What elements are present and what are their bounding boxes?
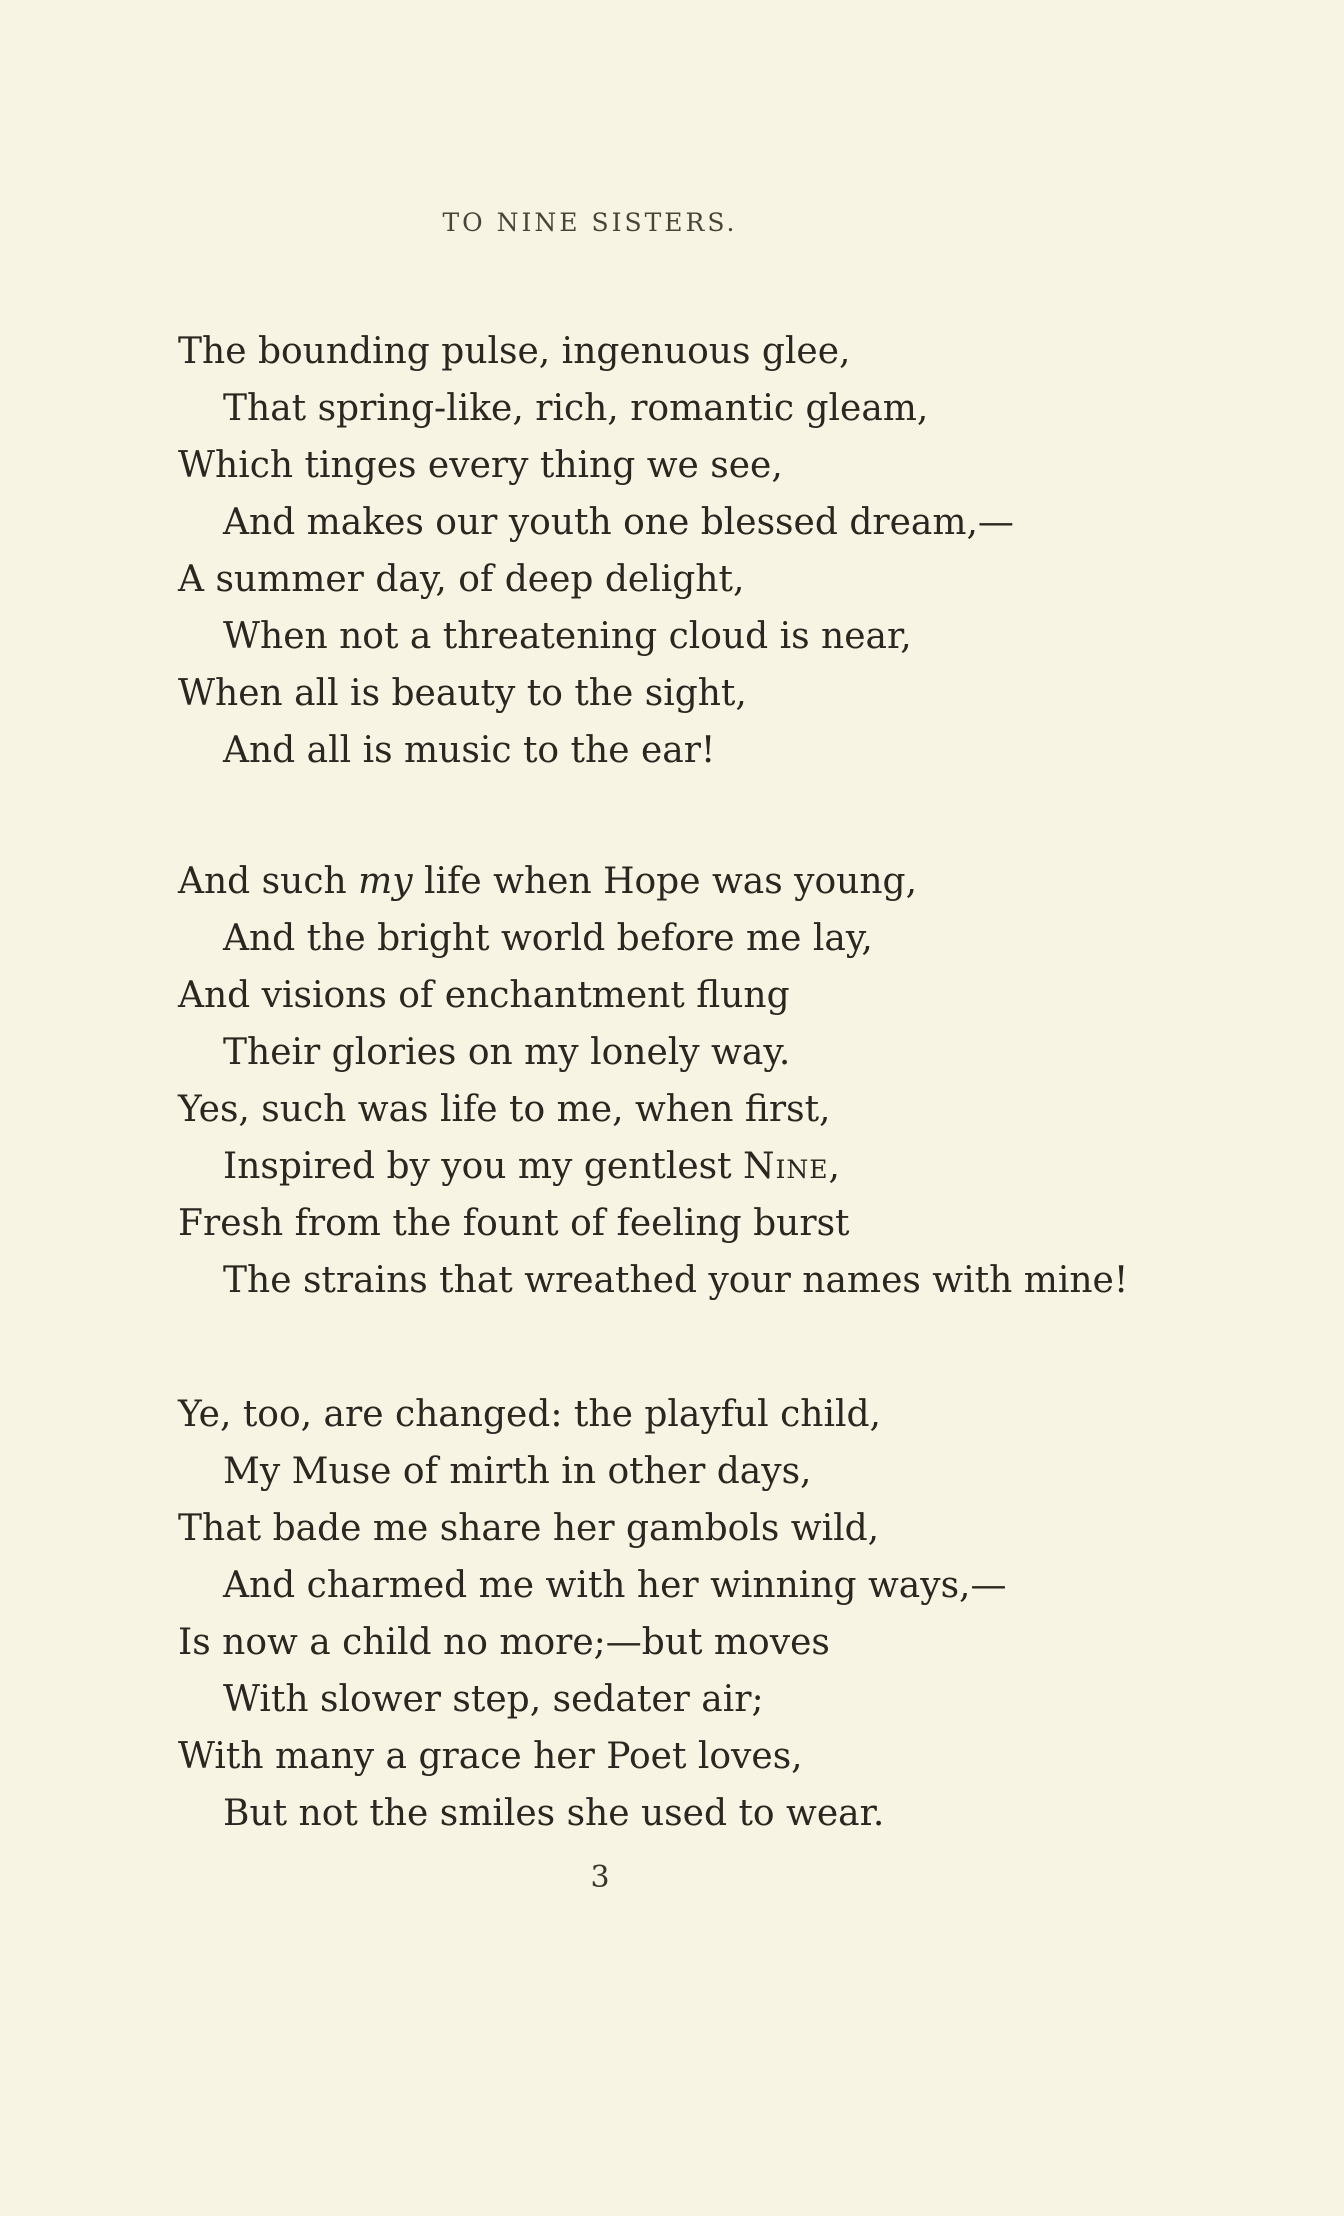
verse-line bbox=[178, 1138, 1278, 1195]
verse-line: And charmed me with her winning ways,— bbox=[223, 1565, 1007, 1606]
verse-line bbox=[178, 853, 1278, 910]
verse-line: Yes, such was life to me, when first, bbox=[178, 1089, 831, 1130]
verse-line: Which tinges every thing we see, bbox=[178, 445, 783, 486]
verse-line: My Muse of mirth in other days, bbox=[223, 1451, 812, 1492]
verse-text: , bbox=[828, 1146, 840, 1187]
verse-line: Fresh from the fount of feeling burst bbox=[178, 1203, 850, 1244]
verse-line: But not the smiles she used to wear. bbox=[223, 1793, 885, 1834]
verse-line: And makes our youth one blessed dream,— bbox=[223, 502, 1014, 543]
verse-line: That spring-like, rich, romantic gleam, bbox=[223, 388, 929, 429]
italic-word: my bbox=[358, 861, 413, 902]
verse-text: life when Hope was young, bbox=[412, 861, 918, 902]
verse-text: Inspired by you my gentlest bbox=[223, 1146, 744, 1187]
verse-line: And the bright world before me lay, bbox=[223, 918, 873, 959]
verse-line: And all is music to the ear! bbox=[223, 730, 716, 771]
verse-line: Their glories on my lonely way. bbox=[223, 1032, 791, 1073]
verse-line: That bade me share her gambols wild, bbox=[178, 1508, 880, 1549]
verse-line: Is now a child no more;—but moves bbox=[178, 1622, 830, 1663]
verse-line: When all is beauty to the sight, bbox=[178, 673, 747, 714]
verse-line: Ye, too, are changed: the playful child, bbox=[178, 1394, 882, 1435]
verse-line: With slower step, sedater air; bbox=[223, 1679, 764, 1720]
verse-line: The strains that wreathed your names with mine! bbox=[223, 1260, 1129, 1301]
verse-line: When not a threatening cloud is near, bbox=[223, 616, 912, 657]
verse-line: With many a grace her Poet loves, bbox=[178, 1736, 803, 1777]
stanza-2 bbox=[178, 853, 1278, 1309]
verse-line: And visions of enchantment flung bbox=[178, 975, 790, 1016]
small-caps-word: Nine bbox=[743, 1146, 829, 1187]
stanza-3 bbox=[178, 1386, 1278, 1842]
page-number: 3 bbox=[590, 1860, 610, 1895]
stanza-1 bbox=[178, 323, 1278, 779]
verse-text: And such bbox=[178, 861, 359, 902]
verse-line: A summer day, of deep delight, bbox=[178, 559, 745, 600]
running-head: TO NINE SISTERS. bbox=[442, 208, 738, 237]
verse-line: The bounding pulse, ingenuous glee, bbox=[178, 331, 851, 372]
